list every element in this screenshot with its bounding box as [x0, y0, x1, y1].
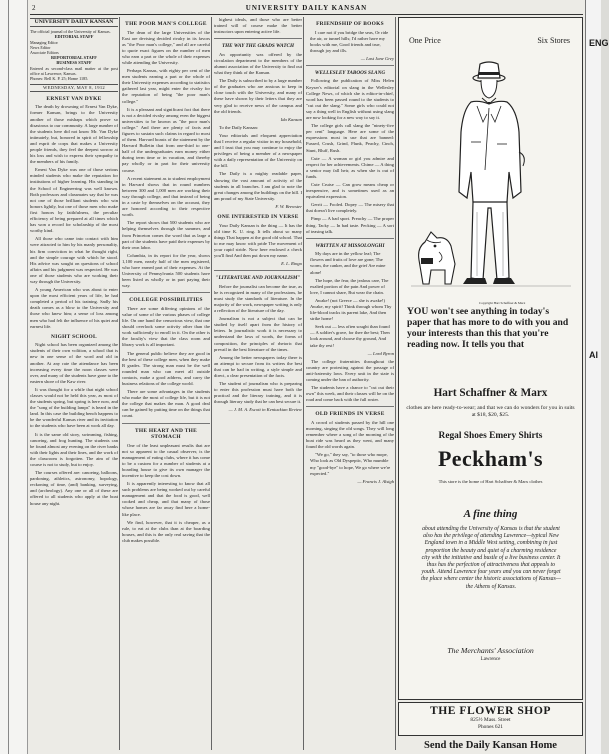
clothing-advertisement — [398, 17, 583, 700]
column-2 — [122, 17, 210, 750]
column-1 — [30, 17, 118, 750]
association-location: Lawrence — [480, 657, 501, 662]
paragraph: The college girls call slang the "ninety-five per cent" language. Here are some of the expressions most in use that are banned: Fussed, Crush, Grind, Flunk, Peachy, Cinch, Stunt, Bluff, Rush. — [306, 123, 394, 153]
paragraph: The death by drowning of Ernest Van Dyke, former Kansan, brings to the University another of those mishaps which prove so disastrous to our community. A large number of the students here did not know Mr. Van Dyke intimately, but, honored in spirit of fellowship and esprit de corps that makes a University people friends, they feel the deepest sorrow at his loss and wish to express their sympathy to the members of his family. — [30, 104, 118, 165]
paragraph: There are some differing opinions of the value of some of the various phases of college life. On one hand the censorious view, that one should overlook some activity other than the work sufficiently to enroll in it. On the other is the faculty's view that the class room and library work is all important. — [122, 305, 210, 348]
shop-name: THE FLOWER SHOP — [430, 704, 551, 717]
paragraph: It is the same old story, swimming, fishing, canoeing, and frog hunting. The students can be found almost any evening on the river banks with their lights and their lines, and the work of the classroom is forgotten. The aim of the course is not to study, but to enjoy. — [30, 431, 118, 467]
paragraph: The general public believe they are good in the best of these college men, when they make B grades. The strong man must be the well rounded man who can meet all outside contacts, make a good address, and carry the business relations of the college world. — [122, 350, 210, 386]
headline: FRIENDSHIP OF BOOKS — [316, 21, 384, 27]
divider — [214, 38, 302, 39]
staff-heading: REPORTORIAL STAFF — [51, 55, 97, 61]
divider — [306, 238, 394, 239]
divider — [306, 65, 394, 66]
headline: WRITTEN AT MISSOLONGHI — [315, 242, 385, 249]
copyright-line: Copyright Hart Schaffner & Marx — [479, 301, 526, 305]
divider — [122, 292, 210, 293]
staff-heading: EDITORIAL STAFF — [54, 34, 94, 40]
staff-line: News Editor — [30, 44, 51, 50]
paper-nameplate: UNIVERSITY DAILY KANSAN — [30, 18, 118, 27]
paragraph: The dean of the large Universities of the East are devising decided rivalry in its favors as "the Poor man's college," and all are careful to quote exact figures on the number of men who earn a part or the whole of their expenses while attending the University. — [122, 29, 210, 65]
flower-shop-advertisement — [398, 702, 583, 736]
one-price-label: One Price — [409, 36, 441, 45]
footer-slogan: Send the Daily Kansan Home — [423, 740, 558, 751]
man-with-dog-illustration — [411, 52, 571, 300]
staff-heading: BUSINESS STAFF — [56, 60, 92, 66]
column-3 — [214, 17, 302, 750]
paragraph: A crowd of students passed by the hill one morning, singing the old songs. They will long remember where a song of the morning of the boat ride was heard as they went, and many found the old words again. — [306, 419, 394, 450]
paragraph: A young American who was about to enter upon the most efficient years of life, he had completed a period of his training. Sadly his death comes as a blow to the University and those who knew him; a sense of loss among men who had felt the influence of his quiet and earnest life. — [30, 287, 118, 329]
left-page-edge — [0, 0, 28, 754]
divider — [214, 270, 302, 271]
headline: COLLEGE POSSIBILITIES — [129, 297, 203, 304]
paragraph: Your Daily Kansan is the thing — It has the old time K. U. ring. It tells about so many things That happen at the good old school. That to me may know with pride The movement of your rapid stride. Now here enclosed a check you'll find And then put down my name. — [214, 222, 302, 258]
six-stores-label: Six Stores — [537, 36, 570, 45]
paragraph: One of the least unpleasant results that are not so apparent to the casual observer, is the management of eating clubs, where it has come to be a custom for a number of students at a boarding house to give its own manager the incentive to keep the cost down. — [122, 442, 210, 478]
paper-title: UNIVERSITY DAILY KANSAN — [245, 4, 368, 12]
signature: F. W. Brewster — [275, 203, 302, 209]
paragraph: Your editorials and eloquent appreciation that I receive a regular visitor in my household, and I trust that you may continue to enjoy the privileges of being a member of a newspaper with a daily representation of the University on the hill. — [214, 132, 302, 169]
staff-intro: The official journal of the University of Kansas. — [30, 29, 111, 34]
store-tagline: This store is the home of Hart Schaffner & Marx clothes — [438, 479, 543, 484]
paragraph: Gerrit — Fooled. Dopey — The misery that that doesn't live completely. — [306, 202, 394, 214]
paragraph: All those who came into contact with him were attracted to him by his manly personality, his firm conviction in what he thought right, and the simple courage with which he stood. His advice was sought on questions of school affairs and his judgment was respected. He was one of those students who are working their way through the University. — [30, 236, 118, 284]
lawrence-ad-message: about attending the University of Kansas is that the student also has the privilege of attending Lawrence—typical New England town in a Middle West setting, combining in just proportion the beauty and quiet of a charming residence city with the initiative and bustle of a live business center. It thus has the perfection of attractiveness that appeals to youth. Attend Lawrence four years and you can never forget the place where center the historic associations of Kansas—the Athens of Kansas. — [421, 526, 561, 590]
paragraph: The Daily is subscribed to by a large number of the graduates who are anxious to keep in close touch with the University, and many of these have shown by their letters that they are very glad to receive news of the campus and the old friends. — [214, 78, 302, 114]
headline: WELLESLEY TABOOS SLANG — [314, 69, 386, 76]
headline: ERNEST VAN DYKE — [46, 95, 102, 102]
paragraph: The Daily is a mighty readable paper, showing the vast amount of activity of the students in all branches. I am glad to note the great changes among the buildings on the hill. I am proud of my State University. — [214, 171, 302, 201]
column-rule — [303, 17, 304, 750]
paragraph: It is apparently interesting to know that all such problems are being worked out by careful management and that the food is good, well cooked and cheap, and that many of those whose homes are far away find here a home-like place. — [122, 481, 210, 517]
shoes-shirts-line: Regal Shoes Emery Shirts — [438, 431, 543, 441]
column-rule — [395, 17, 396, 750]
headline: "LITERATURE AND JOURNALISM" — [215, 275, 301, 282]
paragraph: The college fraternities throughout the country are protesting against the passage of anti-fraternity laws. Every unit in the state is coming under the ban of authority. — [306, 358, 394, 382]
paragraph: The student of journalism who is preparing to enter this profession must have both the practical and the literary training, and it is through literary study that he can best secure it. — [214, 381, 302, 405]
divider — [306, 406, 394, 407]
poem-stanza: My days are in the yellow leaf; The flowers and fruits of love are gone; The worm, the canker, and the grief Are mine alone! — [310, 251, 386, 275]
ad-subtext: clothes are here ready-to-wear; and that we can do wonders for you in suits at $18, $20, $25. — [406, 405, 575, 418]
binding-line — [8, 0, 9, 754]
signature: — Lord Byron — [367, 350, 394, 356]
brand-name: Hart Schaffner & Marx — [433, 387, 548, 399]
paragraph: Night school has been organized among the students of their own volition, a school that is new in one sense of the word and old in another. At any rate the attendance has been increasing every time the noon classes were over, and many of the students have gone to the eastern shore of the Kaw river. — [30, 342, 118, 384]
paragraph: A recent statement as to student employment in Harvard shows that in round numbers between 300 and 1,000 men are working their way through college, and that instead of being in a caste by themselves on the account, they are honored according to their respective worth. — [122, 175, 210, 218]
paragraph: It was thought for a while that night school classes would not be held this year, as most of the students spring, but spring is here now, and the "song of the building lamps" is heard in the land. In this case the building bench happens to be the wonderful Kansas river and its invitation to the students who have been at work all day. — [30, 386, 118, 429]
shop-address: 825½ Mass. Street — [470, 717, 511, 723]
staff-box — [30, 34, 118, 65]
issue-date: WEDNESDAY, MAY 8, 1912 — [30, 84, 118, 92]
divider — [122, 423, 210, 424]
paragraph: Cute — A woman or girl you admire and respect for her achievements. Chime — A thing a senior may fall heir, as when she is out of funds. — [306, 155, 394, 179]
paragraph: highest ideals, and those who are better trained will of course make the better instructors upon entering active life. — [214, 17, 302, 35]
store-name: Peckham's — [437, 446, 544, 471]
paragraph: Before the journalist can become the true, as he is recognized in many of the professions, he must study the standards of literature. In the majority of the work, newspaper writing is only a reflection of the literature of the day. — [214, 283, 302, 314]
adjacent-page-fragment-lower: Al — [589, 350, 598, 360]
paragraph: The report shows that 500 students who are helping themselves through the summer, and from Princeton comes the word that as large a part of the students have paid their expenses by their own labor. — [122, 220, 210, 250]
headline: ONE INTERESTED IN VERSE — [217, 214, 299, 221]
column-rule — [119, 17, 120, 750]
right-page-edge — [585, 0, 609, 754]
paragraph: There are some advantages in the students who make the most of college life, but it is not the college that makes the man. A good deal can be gained by putting time on the things that count. — [122, 389, 210, 419]
paragraph: An opportunity was offered by the circulation department to the members of the alumni association of the University to find out what they think of the Kansan. — [214, 51, 302, 76]
signature: Ida Kansan — [280, 116, 302, 122]
poem-stanza: Seek out — less often sought than found — A soldier's grave, for thee the best; Then look around, and choose thy ground, And take thy rest! — [310, 324, 390, 348]
paragraph: Perhaps Kansas, with eighty per cent of the men students earning a part or the whole of their University expenses according to statistics gathered last year, might enter the rivalry for the reputation of being "the poor man's college." — [122, 68, 210, 104]
paragraph: Among the better newspapers today there is an attempt to secure from its writers the best that can be had in writing, a style simple and direct, a clear presentation of the facts. — [214, 354, 302, 378]
signature: E. L. Ringo — [281, 261, 302, 267]
phone-notice: Phones: Bell K. P. 25; Home 1185. — [30, 76, 89, 82]
association-name: The Merchants' Association — [447, 646, 534, 655]
staff-line: Managing Editor — [30, 39, 58, 45]
paragraph: Cute Cruise — Can grow means cheap or inexpensive, and is sometimes used as an equivalent expression. — [306, 181, 394, 200]
headline: THE POOR MAN'S COLLEGE — [125, 21, 207, 27]
shop-phone: Phones 621 — [477, 724, 503, 730]
paragraph: Ernest Van Dyke was one of those serious minded students who make the reputation for institutions of higher learning. His standing in the School of Engineering was well known. Both professors and classmates say that he was not one of those brilliant students who win honors lightly, but one of those men who make first honors by faithfulness, the peculiar efficiency of being prepared at all times which has won a record for scholarship of the most worthy kind. — [30, 167, 118, 234]
mailing-notice: Entered as second-class mail matter at the post office at Lawrence, Kansas. — [30, 65, 118, 77]
adjacent-page-fragment: ENG — [589, 38, 609, 48]
signature: — Last Jane Grey — [360, 55, 394, 61]
column-rule — [211, 17, 212, 750]
paragraph: It is a pleasant and significant fact that there is not a decided rivalry among even the biggest universities to be known as "the poor man's college." And there are plenty of facts and figures to sustain such claims in regard to most of them. Harvard boasts of the statement by the Harvard Bulletin that from one-third to one-half of the undergraduates earn money either during term time or in vacation, and thereby pay wholly or in part for their university course. — [122, 106, 210, 173]
poem-stanza: Awake! (not Greece — she is awake!) Awake, my spirit! Think through whom Thy life-blood tracks its parent lake, And then strike home! — [310, 297, 392, 322]
headline: OLD FRIENDS IN VERSE — [315, 411, 385, 418]
paragraph: Pimp — A bad sport. Preachy — The proper thing. Tacky — In bad taste. Pecking — A sort of teasing talk. — [306, 216, 394, 234]
poem-stanza: The hope, the fear, the jealous care, The exalted portion of the pain And power of love, I cannot share, But wear the chain. — [310, 277, 389, 295]
headline: THE HEART AND THE STOMACH — [134, 427, 198, 441]
paragraph: The courses offered are: canoeing, balloons, pardoning, athletics, astronomy, hopology, reckoning of time, (and) banking, surveying, and (archeology). Any one or all of these are offered to all students who apply at the boat house any night. — [30, 470, 118, 506]
ad-lead-text: YOU won't see anything in today's paper that has more to do with you and your interests than this that you're reading now. It tells you that — [407, 306, 569, 350]
paragraph: The students have a chance to "cut out their own" this week, and their classes will be on the road and come back with the full roster. — [306, 385, 394, 403]
lawrence-ad-title: A fine thing — [463, 508, 518, 520]
paragraph: Journalism is not a subject that can be studied by itself apart from the history of letters. In journalistic work it is necessary to understand the laws of words, the forms of composition, the principles of rhetoric that prevail in the best literature of the times. — [214, 316, 302, 352]
running-head — [30, 2, 583, 15]
signature: — Francis J. Alsigh — [357, 478, 394, 484]
paragraph: Following the publication of Miss Helen Keyser's editorial on slang in the Wellesley College News, of which she is editor-in-chief, word has been passed round to the students to "cut out the slang." Some girls who could not say a thing well in English without using slang are now looking for a new way to say it. — [306, 78, 394, 121]
column-4 — [306, 17, 394, 750]
headline: THE WAY THE GRADS WATCH — [221, 43, 295, 50]
poem-stanza: "We go," they say, "to those who mope, Who look as Old Dyspeptic, Who mumble my "good-bye" to hope, We go where we're expected." — [310, 452, 391, 476]
page-number: 2 — [32, 4, 36, 12]
paragraph: Columbia, in its report for the year, shows 1,100 men, nearly half of the men registered, who have earned part of their expenses. At the University of Pennsylvania 500 students have been listed as wholly or in part paying their way. — [122, 252, 210, 289]
poem-stanza: I care not if you bridge the seas, Or ride the air, or tunnel hills; I'd rather have my books with me, Good friends and true, through joy and ills. — [310, 29, 389, 53]
headline: NIGHT SCHOOL — [51, 333, 97, 340]
paragraph: To the Daily Kansan: — [219, 124, 259, 130]
staff-line: Associate Editors — [30, 50, 59, 56]
signature: — J. M. A. Escott in Kentuckian Review — [228, 407, 302, 413]
paragraph: We find, however, that it is cheaper, as a rule, to eat at the clubs than at the boarding houses, and this is the only real saving that the club makes possible. — [122, 519, 210, 543]
